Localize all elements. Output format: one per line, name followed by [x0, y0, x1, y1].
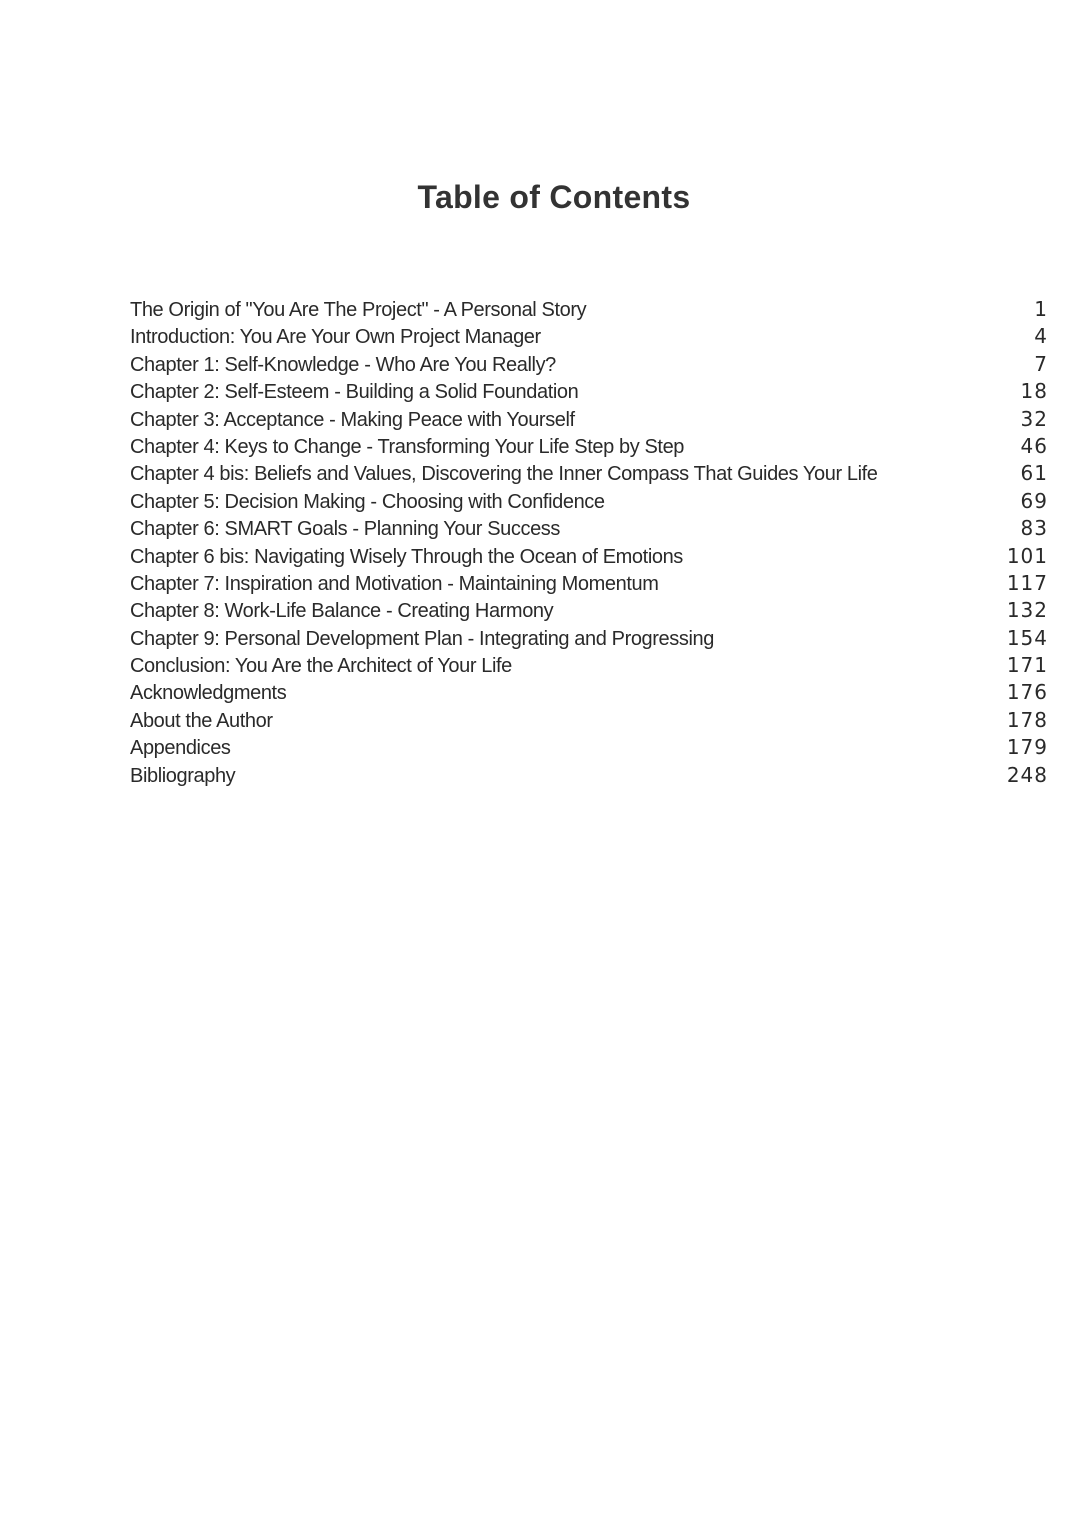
toc-entry-title: The Origin of "You Are The Project" - A Personal Story [130, 299, 587, 321]
toc-entry[interactable] [130, 762, 1048, 789]
toc-entry-page-number: 117 [1006, 570, 1048, 595]
toc-entry-page-number: 32 [1020, 406, 1048, 431]
toc-entry-page-number: 179 [1006, 735, 1048, 760]
toc-entry-title: Chapter 9: Personal Development Plan - Integrating and Progressing [130, 627, 714, 650]
toc-entry-page-number: 7 [1034, 351, 1048, 376]
toc-entry-title: Chapter 4 bis: Beliefs and Values, Discovering the Inner Compass That Guides Your Life [130, 463, 878, 486]
toc-entry-page-number: 176 [1006, 680, 1048, 705]
toc-entry-title: Conclusion: You Are the Architect of Your Life [130, 655, 512, 678]
toc-entry-page-number: 61 [1020, 461, 1048, 486]
toc-entry-page-number: 178 [1006, 707, 1048, 732]
toc-entry-title: Chapter 7: Inspiration and Motivation - Maintaining Momentum [130, 572, 659, 595]
toc-entry[interactable] [130, 515, 1048, 542]
toc-entry-page-number: 154 [1006, 625, 1048, 650]
toc-entry-title: About the Author [130, 709, 273, 732]
toc-entry-page-number: 171 [1006, 653, 1048, 678]
toc-entry[interactable] [130, 406, 1048, 433]
toc-entry-page-number: 132 [1006, 598, 1048, 623]
toc-entry[interactable] [130, 351, 1048, 378]
toc-entry-title: Chapter 6: SMART Goals - Planning Your Success [130, 518, 560, 541]
toc-entry-page-number: 4 [1034, 324, 1048, 349]
toc-entry[interactable] [130, 570, 1048, 597]
toc-entry-page-number: 101 [1006, 543, 1048, 568]
toc-entry-title: Chapter 6 bis: Navigating Wisely Through the Ocean of Emotions [130, 545, 683, 568]
toc-entry-title: Chapter 8: Work-Life Balance - Creating Harmony [130, 600, 554, 623]
toc-entry-page-number: 18 [1020, 379, 1048, 404]
toc-entry-page-number: 1 [1034, 297, 1048, 321]
toc-entry[interactable] [130, 679, 1048, 706]
toc-entry-page-number: 46 [1020, 433, 1048, 458]
toc-entry-title: Chapter 4: Keys to Change - Transforming Your Life Step by Step [130, 435, 685, 458]
toc-entry[interactable] [130, 433, 1048, 460]
toc-entry-page-number: 69 [1020, 488, 1048, 513]
toc-entry-title: Chapter 3: Acceptance - Making Peace with Yourself [130, 408, 575, 431]
toc-entry[interactable] [130, 378, 1048, 405]
toc-entry-title: Chapter 5: Decision Making - Choosing with Confidence [130, 490, 605, 513]
table-of-contents [130, 296, 1048, 789]
toc-entry-page-number: 248 [1006, 762, 1048, 787]
toc-entry[interactable] [130, 707, 1048, 734]
toc-entry-title: Chapter 2: Self-Esteem - Building a Solid Foundation [130, 381, 579, 404]
toc-entry-title: Chapter 1: Self-Knowledge - Who Are You Really? [130, 353, 556, 376]
toc-entry[interactable] [130, 597, 1048, 624]
toc-entry-title: Bibliography [130, 764, 236, 787]
toc-entry[interactable] [130, 488, 1048, 515]
page-title: Table of Contents [417, 179, 691, 215]
toc-entry-title: Acknowledgments [130, 682, 287, 705]
toc-entry[interactable] [130, 323, 1048, 350]
toc-entry[interactable] [130, 296, 1048, 323]
toc-entry-title: Appendices [130, 737, 231, 760]
toc-entry-page-number: 83 [1020, 516, 1048, 541]
toc-entry[interactable] [130, 460, 1048, 487]
toc-entry[interactable] [130, 734, 1048, 761]
toc-entry[interactable] [130, 625, 1048, 652]
toc-entry[interactable] [130, 652, 1048, 679]
toc-entry[interactable] [130, 543, 1048, 570]
toc-entry-title: Introduction: You Are Your Own Project Manager [130, 326, 541, 349]
